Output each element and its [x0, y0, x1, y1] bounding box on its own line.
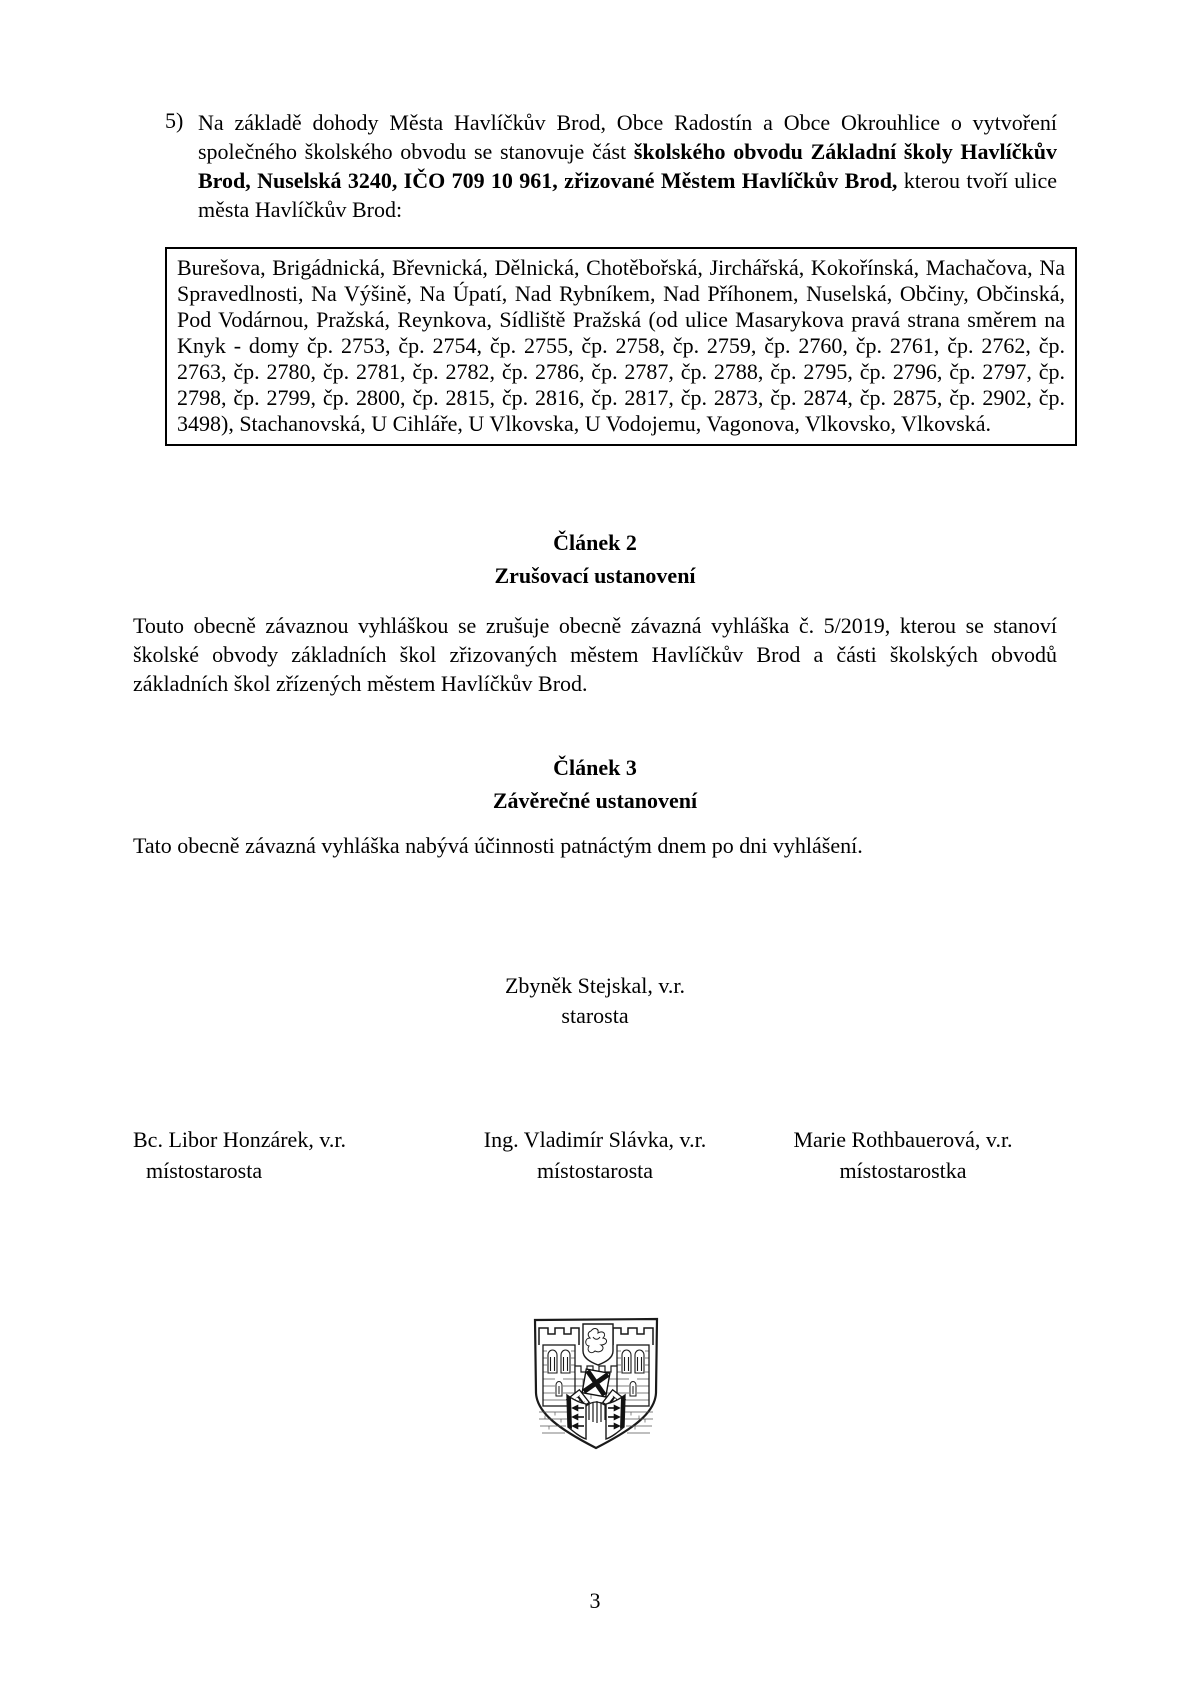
- deputy-signature: [441, 1124, 749, 1186]
- article-2-title: Článek 2: [553, 530, 637, 555]
- paragraph-5: [165, 108, 1057, 224]
- mayor-title: starosta: [561, 1003, 629, 1028]
- mayor-name: Zbyněk Stejskal, v.r.: [504, 973, 686, 998]
- deputy-name: Ing. Vladimír Slávka, v.r.: [483, 1127, 707, 1152]
- list-marker: 5): [165, 108, 184, 133]
- deputy-signatures: [133, 1124, 1057, 1186]
- deputy-signature: [133, 1124, 441, 1186]
- paragraph-5-text-tail: kterou tvoří ulice města Havlíčkův Brod:: [198, 168, 1057, 222]
- article-3-subtitle: Závěrečné ustanovení: [492, 788, 698, 813]
- havlickuv-brod-coat-of-arms-icon: [531, 1316, 661, 1454]
- mayor-signature: [133, 971, 1057, 1031]
- article-2-subtitle: Zrušovací ustanovení: [494, 563, 696, 588]
- paragraph-5-text-normal: Na základě dohody Města Havlíčkův Brod, Obce Radostín a Obce Okrouhlice o vytvoření společného školského obvodu se stanovuje část: [198, 110, 1057, 164]
- article-2-heading: [133, 526, 1057, 592]
- paragraph-5-text-bold: školského obvodu Základní školy Havlíčkův Brod, Nuselská 3240, IČO 709 10 961, zřizované Městem Havlíčkův Brod,: [198, 139, 1058, 193]
- article-3-title: Článek 3: [553, 755, 637, 780]
- paragraph-5-text: [198, 108, 1057, 224]
- deputy-title: místostarostka: [839, 1158, 967, 1183]
- deputy-signature: [749, 1124, 1057, 1186]
- page-number: 3: [589, 1588, 601, 1613]
- article-3-heading: [133, 751, 1057, 817]
- deputy-title: místostarosta: [536, 1158, 654, 1183]
- article-3-body: Tato obecně závazná vyhláška nabývá účinnosti patnáctým dnem po dni vyhlášení.: [133, 833, 863, 858]
- deputy-name: Bc. Libor Honzárek, v.r.: [133, 1127, 347, 1152]
- deputy-name: Marie Rothbauerová, v.r.: [793, 1127, 1013, 1152]
- article-2-body: Touto obecně závaznou vyhláškou se zrušuje obecně závazná vyhláška č. 5/2019, kterou se stanoví školské obvody základních škol zřizovaných městem Havlíčkův Brod a části školských obvodů základních škol zřízených městem Havlíčkův Brod.: [133, 613, 1057, 696]
- street-list-box: Burešova, Brigádnická, Břevnická, Dělnická, Chotěbořská, Jirchářská, Kokořínská, Machačova, Na Spravedlnosti, Na Výšině, Na Úpatí, Nad Rybníkem, Nad Příhonem, Nuselská, Občiny, Občinská, Pod Vodárnou, Pražská, Reynkova, Sídliště Pražská (od ulice Masarykova pravá strana směrem na Knyk - domy čp. 2753, čp. 2754, čp. 2755, čp. 2758, čp. 2759, čp. 2760, čp. 2761, čp. 2762, čp. 2763, čp. 2780, čp. 2781, čp. 2782, čp. 2786, čp. 2787, čp. 2788, čp. 2795, čp. 2796, čp. 2797, čp. 2798, čp. 2799, čp. 2800, čp. 2815, čp. 2816, čp. 2817, čp. 2873, čp. 2874, čp. 2875, čp. 2902, čp. 3498), Stachanovská, U Cihláře, U Vlkovska, U Vodojemu, Vagonova, Vlkovsko, Vlkovská.: [165, 247, 1077, 446]
- deputy-title: místostarosta: [146, 1158, 263, 1183]
